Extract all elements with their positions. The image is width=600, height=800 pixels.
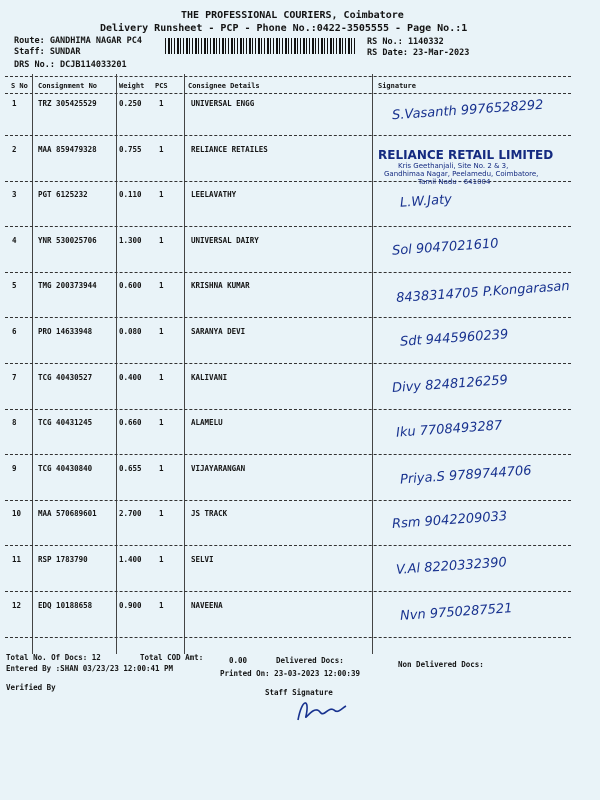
row-consignee: KRISHNA KUMAR [191, 281, 250, 290]
staff-signature-label: Staff Signature [265, 688, 333, 697]
row-pcs: 1 [159, 190, 164, 199]
row-signature: S.Vasanth 9976528292 [391, 97, 544, 124]
col-header-sno: S No [11, 82, 28, 90]
row-signature: Sol 9047021610 [391, 236, 500, 259]
row-consignment-no: TCG 40430840 [38, 464, 93, 473]
row-pcs: 1 [159, 145, 164, 154]
row-consignment-no: TRZ 305425529 [38, 99, 97, 108]
row-consignee: ALAMELU [191, 418, 223, 427]
row-consignment-no: RSP 1783790 [38, 555, 88, 564]
row-separator [5, 226, 571, 227]
rs-number: RS No.: 1140332 [367, 37, 444, 47]
row-separator [5, 545, 571, 546]
row-consignment-no: TMG 200373944 [38, 281, 97, 290]
row-signature: Rsm 9042209033 [391, 508, 508, 533]
row-weight: 0.600 [119, 281, 142, 290]
row-consignment-no: PRO 14633948 [38, 327, 93, 336]
row-consignment-no: YNR 530025706 [38, 236, 97, 245]
row-sno: 8 [12, 418, 17, 427]
row-signature: Sdt 9445960239 [399, 327, 509, 350]
col-header-consignee: Consignee Details [188, 82, 260, 90]
row-pcs: 1 [159, 373, 164, 382]
col-header-signature: Signature [378, 82, 416, 90]
table-top-rule [5, 76, 571, 77]
row-pcs: 1 [159, 99, 164, 108]
row-consignment-no: EDQ 10188658 [38, 601, 93, 610]
row-signature: Divy 8248126259 [391, 372, 509, 397]
row-consignment-no: MAA 570689601 [38, 509, 97, 518]
barcode [165, 38, 355, 54]
row-sno: 4 [12, 236, 17, 245]
row-weight: 0.250 [119, 99, 142, 108]
row-weight: 0.655 [119, 464, 142, 473]
row-pcs: 1 [159, 601, 164, 610]
total-docs: Total No. Of Docs: 12 [6, 653, 101, 662]
row-pcs: 1 [159, 281, 164, 290]
row-consignee: UNIVERSAL ENGG [191, 99, 255, 108]
non-delivered-docs: Non Delivered Docs: [398, 660, 484, 669]
company-title: THE PROFESSIONAL COURIERS, Coimbatore [181, 10, 404, 21]
row-consignment-no: TCG 40430527 [38, 373, 93, 382]
stamp-line-1: RELIANCE RETAIL LIMITED [378, 148, 554, 162]
entered-by: Entered By :SHAN 03/23/23 12:00:41 PM [6, 664, 174, 673]
stamp-line-2: Kris Geethanjali, Site No. 2 & 3, [398, 162, 509, 170]
rs-date: RS Date: 23-Mar-2023 [367, 48, 470, 58]
row-consignee: JS TRACK [191, 509, 228, 518]
col-divider [32, 74, 33, 654]
row-consignment-no: TCG 40431245 [38, 418, 93, 427]
drs-number: DRS No.: DCJB114033201 [14, 60, 127, 70]
staff-label: Staff: SUNDAR [14, 47, 81, 57]
row-weight: 0.900 [119, 601, 142, 610]
row-sno: 1 [12, 99, 17, 108]
row-signature: V.Al 8220332390 [395, 555, 508, 578]
row-pcs: 1 [159, 555, 164, 564]
row-sno: 6 [12, 327, 17, 336]
row-weight: 1.300 [119, 236, 142, 245]
row-signature: L.W.Jaty [399, 192, 453, 211]
row-signature: Nvn 9750287521 [399, 601, 513, 624]
verified-by: Verified By [6, 683, 56, 692]
row-consignee: LEELAVATHY [191, 190, 237, 199]
row-consignment-no: PGT 6125232 [38, 190, 88, 199]
row-pcs: 1 [159, 236, 164, 245]
row-separator [5, 637, 571, 638]
row-separator [5, 272, 571, 273]
header-rule [5, 93, 571, 94]
col-header-consignment: Consignment No [38, 82, 98, 90]
route-label: Route: GANDHIMA NAGAR PC4 [14, 36, 142, 46]
row-pcs: 1 [159, 418, 164, 427]
total-cod-label: Total COD Amt: [140, 653, 204, 662]
row-pcs: 1 [159, 509, 164, 518]
col-header-pcs: PCS [155, 82, 168, 90]
row-consignee: NAVEENA [191, 601, 223, 610]
row-separator [5, 317, 571, 318]
row-weight: 0.660 [119, 418, 142, 427]
row-weight: 0.755 [119, 145, 142, 154]
staff-signature-scribble [292, 694, 352, 724]
row-sno: 5 [12, 281, 17, 290]
row-separator [5, 409, 571, 410]
row-separator [5, 363, 571, 364]
row-consignee: RELIANCE RETAILES [191, 145, 268, 154]
row-sno: 11 [12, 555, 22, 564]
row-signature: Priya.S 9789744706 [399, 463, 533, 488]
row-consignee: SARANYA DEVI [191, 327, 246, 336]
row-separator [5, 135, 571, 136]
col-divider [116, 74, 117, 654]
runsheet-title: Delivery Runsheet - PCP - Phone No.:0422-3505555 - Page No.:1 [100, 23, 468, 34]
row-consignee: SELVI [191, 555, 214, 564]
row-sno: 2 [12, 145, 17, 154]
row-weight: 2.700 [119, 509, 142, 518]
row-weight: 0.110 [119, 190, 142, 199]
delivered-docs: Delivered Docs: [276, 656, 344, 665]
total-cod-value: 0.00 [229, 656, 248, 665]
stamp-line-4: Tamil Nadu - 641004 [418, 178, 491, 186]
printed-on: Printed On: 23-03-2023 12:00:39 [220, 669, 360, 678]
row-sno: 3 [12, 190, 17, 199]
row-sno: 12 [12, 601, 22, 610]
row-signature: Iku 7708493287 [395, 418, 503, 441]
row-separator [5, 454, 571, 455]
row-separator [5, 591, 571, 592]
row-consignment-no: MAA 859479328 [38, 145, 97, 154]
row-separator [5, 500, 571, 501]
row-consignee: KALIVANI [191, 373, 228, 382]
row-weight: 0.080 [119, 327, 142, 336]
row-sno: 7 [12, 373, 17, 382]
row-consignee: UNIVERSAL DAIRY [191, 236, 259, 245]
row-sno: 9 [12, 464, 17, 473]
row-signature: 8438314705 P.Kongarasan [395, 278, 571, 307]
row-weight: 1.400 [119, 555, 142, 564]
stamp-line-3: Gandhimaa Nagar, Peelamedu, Coimbatore, [384, 170, 539, 178]
row-weight: 0.400 [119, 373, 142, 382]
row-sno: 10 [12, 509, 22, 518]
row-pcs: 1 [159, 327, 164, 336]
company-stamp [378, 148, 553, 186]
row-pcs: 1 [159, 464, 164, 473]
col-header-weight: Weight [119, 82, 145, 90]
col-divider [184, 74, 185, 654]
row-consignee: VIJAYARANGAN [191, 464, 246, 473]
col-divider [372, 74, 373, 654]
